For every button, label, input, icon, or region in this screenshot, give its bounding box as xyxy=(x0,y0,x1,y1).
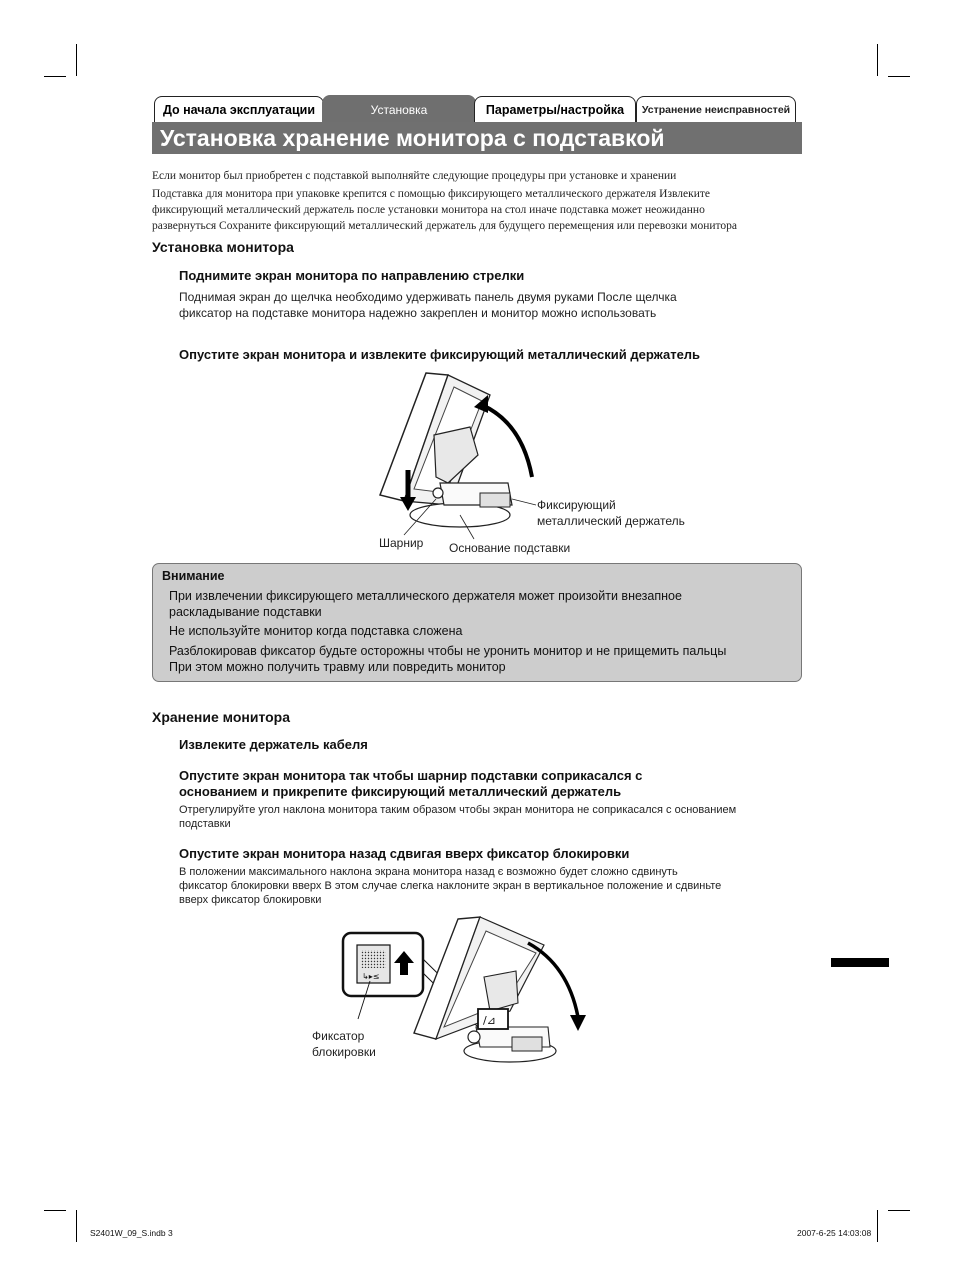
crop-mark xyxy=(888,1210,910,1211)
crop-mark xyxy=(76,44,77,76)
crop-mark xyxy=(888,76,910,77)
svg-text:/⊿: /⊿ xyxy=(483,1014,496,1027)
page-edge-marker xyxy=(831,958,889,967)
label-line: металлический держатель xyxy=(537,514,685,528)
text-line: раскладывание подставки xyxy=(169,605,322,619)
text-line: При извлечении фиксирующего металлического держателя может произойти внезапное xyxy=(169,589,682,603)
install-step2-title: Опустите экран монитора и извлеките фиксирующий металлический держатель xyxy=(179,347,701,362)
footer-timestamp: 2007-6-25 14:03:08 xyxy=(797,1228,872,1238)
section-heading-install: Установка монитора xyxy=(152,239,294,255)
text-line: Разблокировав фиксатор будьте осторожны чтобы не уронить монитор и не прищемить пальцы xyxy=(169,644,727,658)
svg-text:↳▸≤: ↳▸≤ xyxy=(362,972,380,981)
storage-step3-text xyxy=(179,865,809,907)
text-line: Поднимая экран до щелчка необходимо удерживать панель двумя руками После щелчка xyxy=(179,290,677,304)
text-line: вверх фиксатор блокировки xyxy=(179,894,322,906)
label-line: Фиксатор xyxy=(312,1029,365,1043)
footer-file-name: S2401W_09_S.indb 3 xyxy=(90,1228,173,1238)
text-line: основанием и прикрепите фиксирующий металлический держатель xyxy=(179,784,622,799)
label-stand-base: Основание подставки xyxy=(449,541,571,555)
intro-line: развернуться Сохраните фиксирующий металлический держатель для будущего перемещения или перевозки монитора xyxy=(152,220,737,232)
text-line: Опустите экран монитора так чтобы шарнир подставки соприкасался с xyxy=(179,768,643,783)
crop-mark xyxy=(44,1210,66,1211)
label-lock-lever xyxy=(312,1028,376,1060)
caution-item xyxy=(169,588,682,620)
caution-item: Не используйте монитор когда подставка сложена xyxy=(169,624,463,638)
text-line: фиксатор блокировки вверх В этом случае слегка наклоните экран в вертикальное положение и сдвиньте xyxy=(179,880,722,892)
tab-troubleshooting[interactable]: Устранение неисправностей xyxy=(636,96,796,123)
intro-line: фиксирующий металлический держатель после установки монитора на стол иначе подставка может неожиданно xyxy=(152,204,705,216)
label-line: блокировки xyxy=(312,1045,376,1059)
text-line: При этом можно получить травму или повредить монитор xyxy=(169,660,506,674)
text-line: Отрегулируйте угол наклона монитора таким образом чтобы экран монитора не соприкасался с основанием xyxy=(179,804,737,816)
text-line: В положении максимального наклона экрана монитора назад є возможно будет сложно сдвинуть xyxy=(179,866,678,878)
install-step1-text xyxy=(179,289,799,321)
label-line: Фиксирующий xyxy=(537,498,616,512)
intro-text xyxy=(152,168,802,234)
section-heading-storage: Хранение монитора xyxy=(152,709,291,725)
text-line: подставки xyxy=(179,818,231,830)
storage-step3-title: Опустите экран монитора назад сдвигая вверх фиксатор блокировки xyxy=(179,846,630,861)
crop-mark xyxy=(877,44,878,76)
text-line: фиксатор на подставке монитора надежно закреплен и монитор можно использовать xyxy=(179,306,657,320)
storage-step2-text xyxy=(179,803,809,831)
tab-before-use[interactable]: До начала эксплуатации xyxy=(154,96,324,123)
caution-box xyxy=(152,563,802,682)
intro-line: Если монитор был приобретен с подставкой выполняйте следующие процедуры при установке и хранении xyxy=(152,170,677,182)
crop-mark xyxy=(877,1210,878,1242)
crop-mark xyxy=(76,1210,77,1242)
install-step1-title: Поднимите экран монитора по направлению стрелки xyxy=(179,268,525,283)
caution-title: Внимание xyxy=(162,569,225,583)
storage-step2-title xyxy=(179,768,642,800)
crop-mark xyxy=(44,76,66,77)
tab-installation[interactable]: Установка xyxy=(322,95,476,123)
label-hinge: Шарнир xyxy=(379,536,424,550)
caution-item xyxy=(169,643,726,675)
label-fixing-holder xyxy=(537,497,685,529)
page-title: Установка хранение монитора с подставкой xyxy=(152,122,802,154)
lock-lever-illustration xyxy=(340,915,590,1075)
intro-line: Подставка для монитора при упаковке крепится с помощью фиксирующего металлического держателя Извлеките xyxy=(152,188,710,200)
tab-settings[interactable]: Параметры/настройка xyxy=(474,96,636,123)
storage-step1-title: Извлеките держатель кабеля xyxy=(179,737,368,752)
